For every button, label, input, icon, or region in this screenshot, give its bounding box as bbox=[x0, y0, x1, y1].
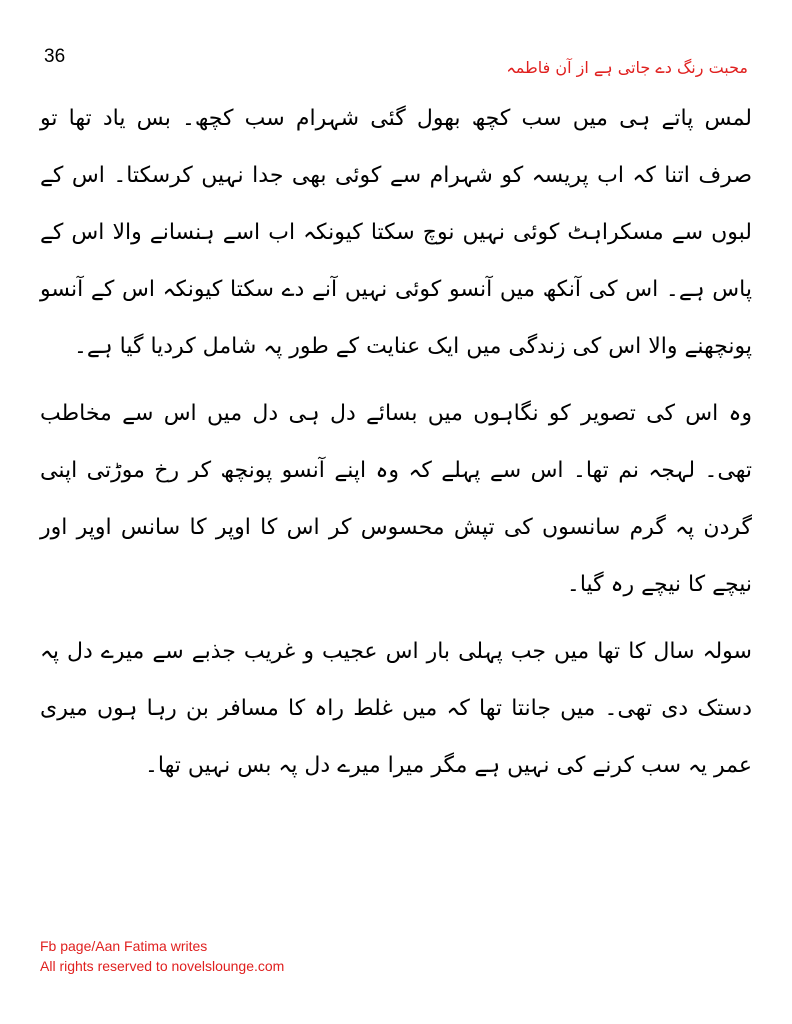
footer-rights: All rights reserved to novelslounge.com bbox=[40, 958, 285, 974]
footer-credits bbox=[40, 936, 284, 976]
footer-fb-page: Fb page/Aan Fatima writes bbox=[40, 938, 208, 954]
novel-body bbox=[40, 90, 752, 804]
book-title-header: محبت رنگ دے جاتی ہے از آن فاطمہ bbox=[506, 58, 748, 77]
paragraph-2: وہ اس کی تصویر کو نگاہوں میں بسائے دل ہی دل میں اس سے مخاطب تھی۔ لہجہ نم تھا۔ اس سے پہلے کہ وہ اپنے آنسو پونچھ کر رخ موڑتی اپنی گردن پہ گرم سانسوں کی تپش محسوس کر اس کا اوپر کا سانس اوپر اور نیچے کا نیچے رہ گیا۔ bbox=[40, 401, 752, 597]
paragraph-3: سولہ سال کا تھا میں جب پہلی بار اس عجیب و غریب جذبے سے میرے دل پہ دستک دی تھی۔ میں جانتا تھا کہ میں غلط راہ کا مسافر بن رہا ہوں میری عمر یہ سب کرنے کی نہیں ہے مگر میرا میرے دل پہ بس نہیں تھا۔ bbox=[40, 639, 752, 778]
paragraph-1: لمس پاتے ہی میں سب کچھ بھول گئی شہرام سب کچھ۔ بس یاد تھا تو صرف اتنا کہ اب پریسہ کو شہرام سے کوئی بھی جدا نہیں کرسکتا۔ اس کے لبوں سے مسکراہٹ کوئی نہیں نوچ سکتا کیونکہ اب اسے ہنسانے والا اس کے پاس ہے۔ اس کی آنکھ میں آنسو کوئی نہیں آنے دے سکتا کیونکہ اس کے آنسو پونچھنے والا اس کی زندگی میں ایک عنایت کے طور پہ شامل کردیا گیا ہے۔ bbox=[40, 106, 752, 359]
page-number: 36 bbox=[44, 46, 66, 67]
